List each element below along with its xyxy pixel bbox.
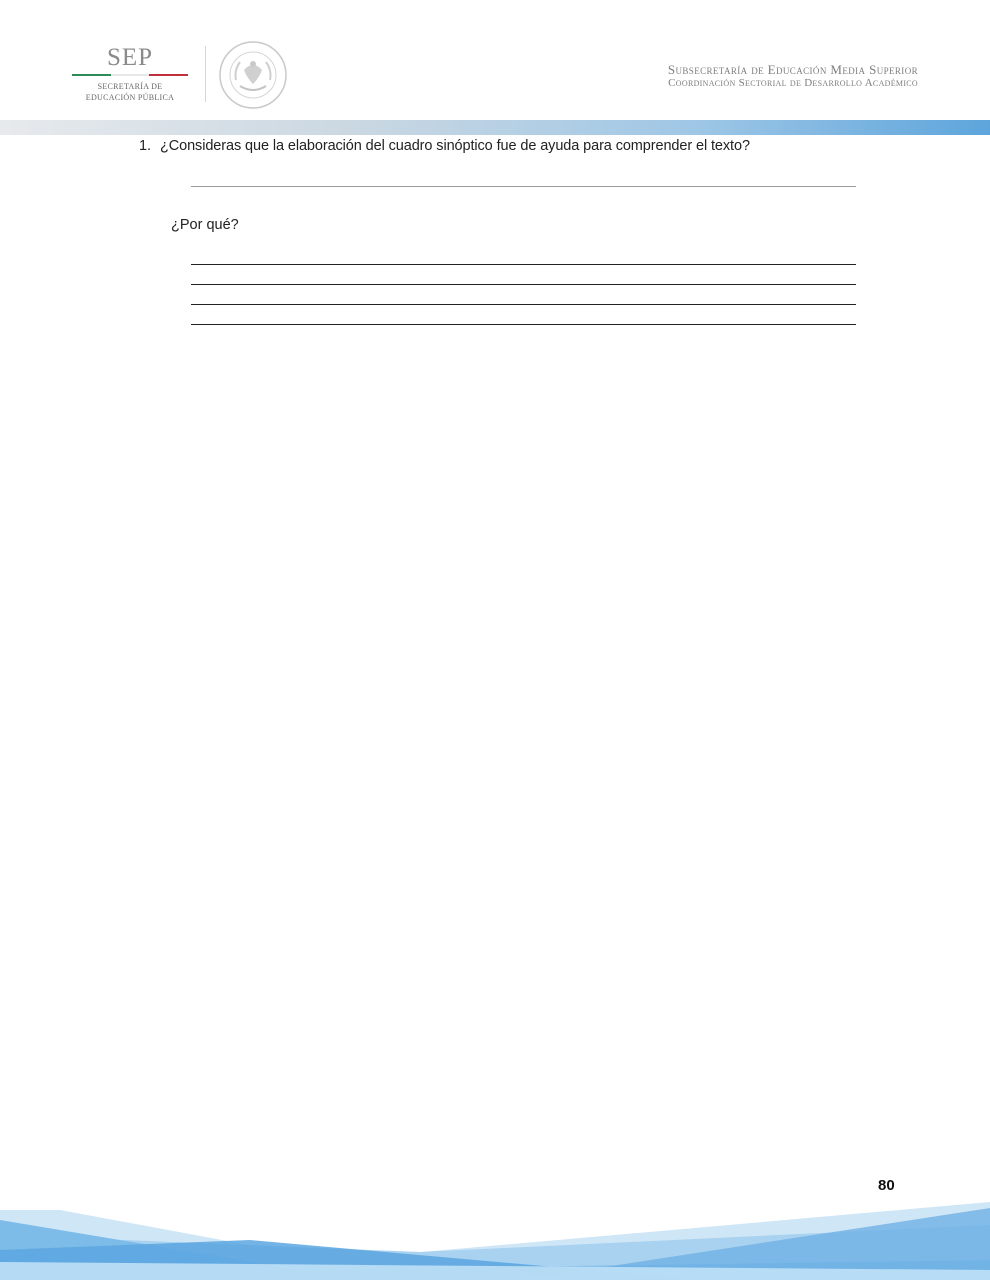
question-text: ¿Consideras que la elaboración del cuadro sinóptico fue de ayuda para comprender el texto? <box>160 138 750 154</box>
answer-line[interactable] <box>191 284 856 285</box>
header-coordinacion: Coordinación Sectorial de Desarrollo Académico <box>668 77 918 89</box>
question-1 <box>139 138 750 154</box>
answer-line[interactable] <box>191 324 856 325</box>
sep-logo-subtitle-1: SECRETARÍA DE <box>97 82 163 91</box>
footer-wave-decoration <box>0 1190 990 1280</box>
followup-question: ¿Por qué? <box>171 217 239 233</box>
header-divider <box>205 46 206 102</box>
header-subsecretaria: Subsecretaría de Educación Media Superior <box>667 62 918 77</box>
sep-logo-subtitle-2: EDUCACIÓN PÚBLICA <box>85 93 175 102</box>
header-institution <box>668 62 918 90</box>
answer-line[interactable] <box>191 304 856 305</box>
coat-of-arms-seal-icon <box>218 40 288 110</box>
answer-line[interactable] <box>191 186 856 187</box>
header-band <box>0 120 990 135</box>
answer-line[interactable] <box>191 264 856 265</box>
sep-logo-title: SEP <box>106 44 154 71</box>
page-header <box>0 0 990 120</box>
sep-logo <box>70 44 190 103</box>
page-number: 80 <box>878 1177 895 1194</box>
question-number: 1. <box>139 138 151 154</box>
flag-stripe <box>72 74 188 76</box>
